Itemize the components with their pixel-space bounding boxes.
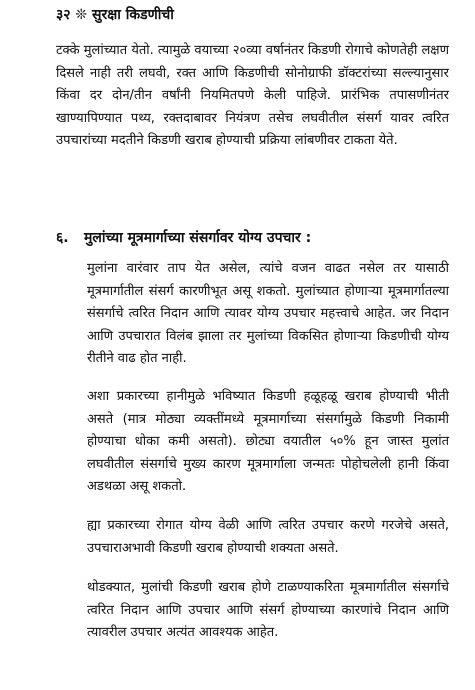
page-header: ३२ ❊ सुरक्षा किडणीची [56, 7, 174, 23]
paragraph-5: थोडक्यात, मुलांची किडणी खराब होणे टाळण्याकरिता मूत्रमार्गातील संसर्गाचे त्वरित निदान आणि उपचार आणि संसर्ग होण्याच्या कारणांचे निदान आणि त्यावरील उपचार अत्यंत आवश्यक आहेत. [87, 580, 449, 640]
section-number: ६. [56, 230, 69, 246]
paragraph-1: टक्के मुलांच्यात येतो. त्यामुळे वयाच्या २०व्या वर्षानंतर किडणी रोगाचे कोणतेही लक्षण दिसले नाही तरी लघवी, रक्त आणि किडणीची सोनोग्राफी डॉक्टरांच्या सल्ल्यानुसार किंवा दर दोन/तीन वर्षांनी नियमितपणे केली पाहिजे. प्रारंभिक तपासणीनंतर खाण्यापिण्यात पथ्य, रक्तदाबावर नियंत्रण तसेच लघवीतील संसर्ग यावर त्वरित उपचारांच्या मदतीने किडणी खराब होण्याची प्रक्रिया लांबणीवर टाकता येते. [56, 43, 449, 148]
section-title: मुलांच्या मूत्रमार्गाच्या संसर्गावर योग्य उपचार : [84, 230, 312, 246]
paragraph-4: ह्या प्रकारच्या रोगात योग्य वेळी आणि त्वरित उपचार करणे गरजेचे असते, उपचाराअभावी किडणी खराब होण्याची शक्यता असते. [87, 518, 449, 556]
paragraph-2: मुलांना वारंवार ताप येत असेल, त्यांचे वजन वाढत नसेल तर यासाठी मूत्रमार्गातील संसर्ग कारणीभूत असू शकतो. मुलांच्यात होणाऱ्या मूत्रमार्गातल्या संसर्गाचे त्वरित निदान आणि त्यावर योग्य उपचार महत्त्वाचे आहेत. जर निदान आणि उपचारात विलंब झाला तर मुलांच्या विकसित होणाऱ्या किडणीची योग्य रीतीने वाढ होत नाही. [87, 261, 449, 366]
paragraph-3: अशा प्रकारच्या हानीमुळे भविष्यात किडणी हळूहळू खराब होण्याची भीती असते (मात्र मोठ्या व्यक्तींमध्ये मूत्रमार्गाच्या संसर्गामुळे किडणी निकामी होण्याचा धोका कमी असतो). छोट्या वयातील ५०% हून जास्त मुलांत लघवीतील संसर्गाचे मुख्य कारण मूत्रमार्गाला जन्मतः पोहोचलेली हानी किंवा अडथळा असू शकतो. [87, 389, 449, 494]
section-heading [56, 228, 311, 247]
